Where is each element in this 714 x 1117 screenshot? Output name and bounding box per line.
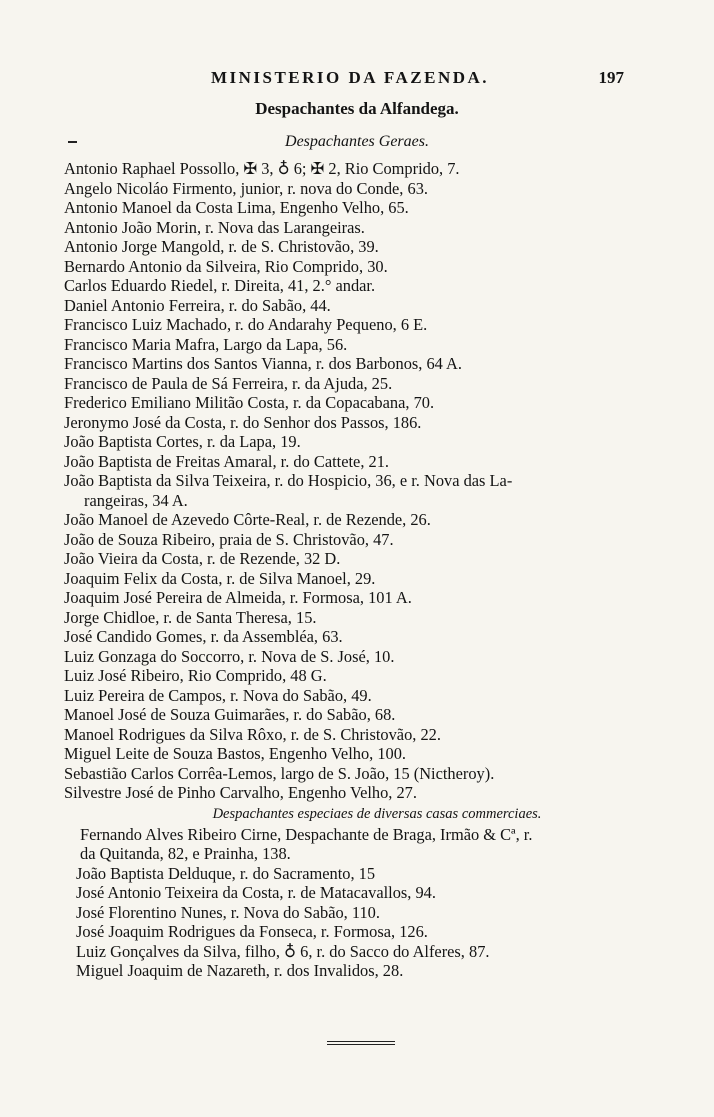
end-rule-bottom — [327, 1044, 395, 1045]
list-item: Miguel Joaquim de Nazareth, r. dos Invalidos, 28. — [76, 961, 404, 980]
list-item: Angelo Nicoláo Firmento, junior, r. nova do Conde, 63. — [64, 178, 428, 198]
list-item: Jorge Chidloe, r. de Santa Theresa, 15. — [64, 607, 317, 627]
list-item: Silvestre José de Pinho Carvalho, Engenho Velho, 27. — [64, 783, 417, 802]
list-item: José Florentino Nunes, r. Nova do Sabão, 110. — [76, 902, 380, 922]
list-item: Manoel José de Souza Guimarães, r. do Sabão, 68. — [64, 705, 396, 724]
subsection-title-general: Despachantes Geraes. — [285, 133, 429, 150]
list-item: Francisco de Paula de Sá Ferreira, r. da Ajuda, 25. — [64, 373, 393, 393]
list-item: Daniel Antonio Ferreira, r. do Sabão, 44. — [64, 295, 331, 315]
list-item: João Baptista de Freitas Amaral, r. do Cattete, 21. — [64, 451, 390, 471]
entries-list — [0, 159, 714, 981]
list-item: João Vieira da Costa, r. de Rezende, 32 D. — [64, 549, 341, 568]
list-item: Antonio Manoel da Costa Lima, Engenho Velho, 65. — [64, 198, 409, 217]
list-item: José Candido Gomes, r. da Assembléa, 63. — [64, 627, 343, 646]
list-item: Frederico Emiliano Militão Costa, r. da Copacabana, 70. — [64, 393, 435, 412]
special-entries — [0, 825, 714, 981]
subsection-title-special: Despachantes especiaes de diversas casas commerciaes. — [212, 805, 542, 822]
list-item-continuation: da Quitanda, 82, e Prainha, 138. — [80, 844, 291, 863]
list-item: Manoel Rodrigues da Silva Rôxo, r. de S. Christovão, 22. — [64, 724, 441, 744]
list-item: Carlos Eduardo Riedel, r. Direita, 41, 2.° andar. — [64, 276, 376, 295]
list-item: Joaquim Felix da Costa, r. de Silva Manoel, 29. — [64, 568, 376, 588]
list-item: Antonio João Morin, r. Nova das Larangeiras. — [64, 217, 365, 237]
list-item: João Baptista Cortes, r. da Lapa, 19. — [64, 432, 301, 451]
list-item: João Baptista Delduque, r. do Sacramento, 15 — [76, 863, 376, 883]
page-number: 197 — [598, 68, 624, 87]
list-item: Joaquim José Pereira de Almeida, r. Formosa, 101 A. — [64, 588, 412, 607]
list-item: Luiz Gonzaga do Soccorro, r. Nova de S. José, 10. — [64, 646, 395, 666]
list-item: Luiz José Ribeiro, Rio Comprido, 48 G. — [64, 666, 327, 685]
list-item: José Joaquim Rodrigues da Fonseca, r. Formosa, 126. — [76, 922, 428, 941]
list-item: João de Souza Ribeiro, praia de S. Christovão, 47. — [64, 529, 394, 549]
list-item: Sebastião Carlos Corrêa-Lemos, largo de S. João, 15 (Nictheroy). — [64, 763, 495, 783]
list-item: Fernando Alves Ribeiro Cirne, Despachante de Braga, Irmão & Cª, r. — [80, 824, 533, 844]
list-item: Francisco Maria Mafra, Largo da Lapa, 56. — [64, 334, 348, 354]
list-item: Francisco Martins dos Santos Vianna, r. dos Barbonos, 64 A. — [64, 354, 462, 373]
list-item: Luiz Gonçalves da Silva, filho, ♁ 6, r. do Sacco do Alferes, 87. — [76, 941, 490, 961]
list-item: Francisco Luiz Machado, r. do Andarahy Pequeno, 6 E. — [64, 315, 428, 334]
running-header — [0, 66, 714, 90]
list-item-continuation: rangeiras, 34 A. — [84, 490, 188, 510]
list-item: João Manoel de Azevedo Côrte-Real, r. de Rezende, 26. — [64, 510, 431, 529]
list-item: João Baptista da Silva Teixeira, r. do Hospicio, 36, e r. Nova das La- — [64, 471, 513, 490]
list-item: Antonio Raphael Possollo, ✠ 3, ♁ 6; ✠ 2, Rio Comprido, 7. — [64, 159, 460, 178]
list-item: Antonio Jorge Mangold, r. de S. Christovão, 39. — [64, 237, 379, 256]
header-title: MINISTERIO DA FAZENDA. — [210, 68, 490, 87]
list-item: José Antonio Teixeira da Costa, r. de Matacavallos, 94. — [76, 883, 436, 902]
list-item: Miguel Leite de Souza Bastos, Engenho Velho, 100. — [64, 744, 407, 763]
list-item: Bernardo Antonio da Silveira, Rio Comprido, 30. — [64, 256, 388, 276]
end-rule-top — [327, 1041, 395, 1042]
general-entries — [0, 159, 714, 803]
list-item: Luiz Pereira de Campos, r. Nova do Sabão, 49. — [64, 685, 372, 705]
section-title: Despachantes da Alfandega. — [255, 99, 459, 118]
list-item: Jeronymo José da Costa, r. do Senhor dos Passos, 186. — [64, 412, 422, 432]
